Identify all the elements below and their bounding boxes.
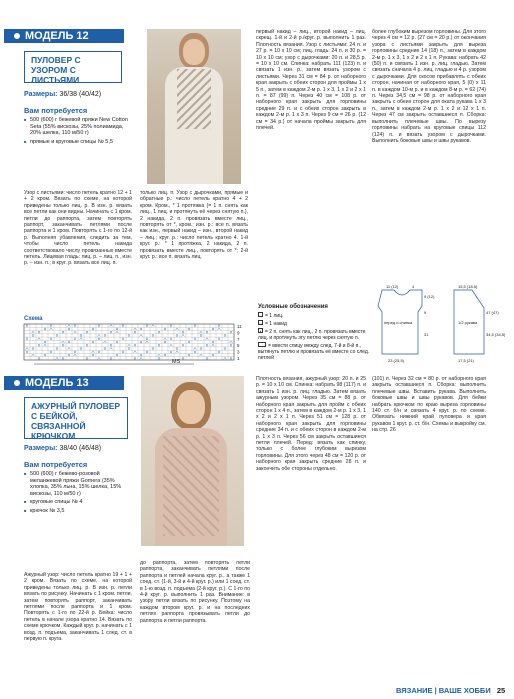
bullet-icon <box>14 33 20 39</box>
knitting-chart <box>24 324 250 366</box>
legend-text: = 2 п. снять как лиц., 2 п. провязать вместе лиц. и протянуть эту петлю через снятую п. <box>258 329 366 341</box>
footer-text: ВЯЗАНИЕ | ВАШЕ ХОББИ <box>396 686 491 695</box>
col4-paragraph: (101) п. Через 32 см = 80 р. от наборного края закрыть оставшиеся п. Сборка: выполнить плечевые швы. Вставить рукава. Выполнить боковые швы и швы рукавов. Для бейки набрать крючком по краю выреза горловины 140 ст. б/н и связать 4 круг. р. по схеме. Обвязать нижний край пуловера и края рукавов 1 круг. р. ст. б/н. Схемы и выкройку см. на стр. 26 <box>372 376 486 434</box>
legend-item <box>258 342 370 361</box>
material-item: ■ крючок № 3,5 <box>24 508 128 515</box>
measure-side-4: 34,5 (34,5) <box>486 332 506 337</box>
sizes-value: 38/40 (46/48) <box>59 445 102 452</box>
measure-bottom-1: 23 (25,5) <box>388 358 405 363</box>
legend-item: ∧ = 2 п. снять как лиц., 2 п. провязать вместе лиц. и протянуть эту петлю через снятую п. <box>258 329 366 341</box>
model-13-header <box>4 376 124 390</box>
model-13-title <box>24 397 128 439</box>
legend-text: = ввести спицу между след. 7-й и 8-й п., вытянуть петлю и провязать её вместе со след. петлей <box>258 343 370 361</box>
schema-label: Схема <box>24 316 43 322</box>
col1-paragraph: Ажурный узор: число петель кратно 19 + 1 + 2 кром. Вязать по схеме, на которой приведены только лиц. р. В изн. р. петли вязать по рисунку. Начинать с 1 кром. петли, затем повторять раппорт, заканчивать петлями после раппорта и 1 кром. Повторять с 1-го по 22-й р. Бейка: число петель в начале узора кратно 14. Вязать по схеме крючком. Каждый круг. р. начинать с 1 возд. п. подъема, заканчивать 1 соед. ст. в первую п. круга. <box>24 572 132 643</box>
model-13-col4 <box>372 376 486 670</box>
measure-side-3: 31 <box>424 332 429 337</box>
model-13-col3 <box>256 376 366 682</box>
col2-paragraph: до раппорта, затем повторять петли раппорта, заканчивать петлями после раппорта и петлей начала круг. р., а также 1 соед. ст. (1-й, 3-й и 4-й круг. р.) или 1 соед. ст. в 1-ю возд. п. подъема (2-й круг. р.). С 1-го по 4-й круг. р. выполнить 1 раз. Внимание: в узору петли вязать по рисунку. Поэтому на каждом втором круг. р. и на последних петлях раппорта провязывать петли до раппорта и петли раппорта. <box>140 560 250 624</box>
sizes-value: 36/38 (40/42) <box>59 91 102 98</box>
model-12-col4 <box>372 29 486 281</box>
model-13-tag: МОДЕЛЬ 13 <box>25 377 89 389</box>
legend <box>258 304 370 361</box>
page-number: 25 <box>496 686 506 695</box>
measure-side-2: 9 <box>424 310 427 315</box>
row-number: 11 <box>237 324 242 329</box>
col3-paragraph: Плотность вязания, ажурный узор: 20 п. и 25 р. = 10 х 10 см. Спинка: набрать 98 (117) п. и связать 1 изн. р. лиц. гладью. Затем вязать ажурным узором. Через 35 см = 88 р. от наборного края закрыть для пройм с обеих сторон 1 х 4 п., затем в каждом 2-м р. 1 х 3, 1 х 2 и 2 х 1 п. Через 51 см = 128 р. от наборного края закрыть для горловины средние 34 п. и с обеих сторон в каждом 2-м р. 1 х 3 п. Через 56 см закрыть оставшиеся петли плечей. Перед: вязать как спинку, только с более глубоким вырезом горловины. Для этого через 48 см = 120 р. от наборного края закрыть средние 28 п. и закончить обе стороны отдельно. <box>256 376 366 472</box>
row-number: 1 <box>237 356 240 361</box>
model-12-materials <box>24 106 128 145</box>
measure-bottom-2: 17,5 (21) <box>458 358 475 363</box>
page-footer <box>396 686 505 695</box>
material-item: ■ 500 (600) г бежево-розовой меланжевой пряжи Gomera (35% хлопка, 35% льна, 15% шелка, 15% вискозы, 110 м/50 г) <box>24 471 128 497</box>
material-item: ■ 500 (600) г бежевой пряжи New Cotton Seta (55% вискозы, 25% полиамида, 20% шелка, 110 м/50 г) <box>24 117 128 137</box>
measure-top-2: 4 <box>412 284 415 289</box>
model-13-col2 <box>140 560 250 680</box>
materials-list <box>24 471 128 514</box>
legend-item <box>258 312 370 319</box>
model-13-sizes <box>24 445 128 452</box>
col4-paragraph: более глубоким вырезом горловины. Для этого через 4 см = 12 р. (27 см = 20 р.) от окончания узора с листьями закрыть для выреза горловины средние 14 (18) п., затем в каждом 2-м р. 1 х 3, 1 х 2 и 2 х 1 п. Рукава: набрать 42 (50) п. и связать 1 изн. р. лиц. гладью. Затем связать сначала 4 р. лиц. гладью и 4 р. узором с дырочками. Для скосов прибавлять с обеих сторон, начиная от наборного края, 5 (0) х 11 п. в каждом 10-м р. и в каждом 8-м р. = 62 (74) п. Через 34,5 см = 98 р. от наборного края закрыть с обеих сторон для оката рукава 1 х 3 п., затем в каждом 2-м р. 1 х 2 и 12 х 1 п. Через 47 см закрыть оставшиеся п. Сборка: выполнить плечевые швы. По вырезу горловины набрать на круговые спицы 112 (124) п. и вязать узором с дырочками. Выполнить боковые швы и швы рукавов. <box>372 29 486 144</box>
model-12-title <box>24 51 122 83</box>
model-12-col3 <box>256 29 366 300</box>
col2-paragraph: только лиц. п. Узор с дырочками, прямые и обратные р.: число петель кратно 4 + 2 кром. Кром., * 1 протяжка (= 1 п. снять как лиц., 1 лиц. и протянуть её через снятую п.), 2 накида, 2 п. провязать вместе лиц., повторять от *, кром.; изн. р.: все п. вязать как изн., первый накид – изн., второй накид – лиц.; круг. р.: число петель кратно 4. 1-й круг. р.: * 1 протяжка, 2 накида, 2 п. провязать вместе лиц., повторять от *; 2-й круг. р.: все п. вязать лиц. <box>140 190 248 261</box>
materials-title: Вам потребуется <box>24 460 88 469</box>
garment-pattern-diagram <box>372 284 506 364</box>
row-number: 5 <box>237 343 240 349</box>
model-13-photo <box>141 376 244 546</box>
model-13-materials <box>24 460 128 514</box>
row-number: 7 <box>237 336 240 342</box>
model-12-header <box>4 29 124 43</box>
col1-paragraph: Узор с листьями: число петель кратно 12 + 1 + 2 кром. Вязать по схеме, на которой приведены только лиц. р. В изн. р. вязать все петли как они видны. Начинать с 1 кром. петли до раппорта, затем повторять раппорт, заканчивать петлями после раппорта и 1 кром. Повторять с 1-го по 12-й р. Выполняя убавления, следить за тем, чтобы число петель накида соответствовало числу провязанных вместе петель. Лицевая гладь: лиц. р. – лиц. п., изн. р. – изн. п.; в круг. р. вязать все лиц. п. <box>24 190 132 267</box>
model-12-title-text: ПУЛОВЕР С УЗОРОМ С ЛИСТЬЯМИ <box>31 55 81 85</box>
materials-list <box>24 117 128 145</box>
model-12-photo <box>147 29 241 184</box>
model-12-tag: МОДЕЛЬ 12 <box>25 30 89 42</box>
front-label: перед и спинка <box>384 320 413 325</box>
col3-paragraph: первый накид – лиц., второй накид – лиц. скрещ. 1-й и 2-й р./круг. р. выполнить 1 раз. Плотность вязания. Узор с листьями: 24 п. и 27 р. = 10 х 10 см; лиц. гладь: 24 п. и 30 р. = 10 х 10 см; узор с дырочками: 20 п. и 28,5 р. = 10 х 10 см. Спинка: набрать 111 (123) п. и связать 1 изн. р., затем вязать узором с листьями. Через 31 см = 84 р. от наборного края закрыть с обеих сторон для проймы 1 х 5 п., затем в каждом 2-м р. 1 х 3, 1 х 2 и 2 х 1 п. = 87 (99) п. Через 40 см = 108 р. от наборного края закрыть для горловины средние 29 п. и с обеих сторон закрыть в каждом 2-м р. 1 х 3 п. Через 9 см = 26 р. (12 см = 34 р.) от начала проймы закрыть для плечей. <box>256 29 366 132</box>
legend-text: = 1 лиц. <box>265 313 284 319</box>
legend-item: ○ = 1 накид <box>259 321 287 327</box>
row-number: 3 <box>237 349 240 355</box>
model-12-col2 <box>140 190 248 315</box>
model-13-title-text: АЖУРНЫЙ ПУЛОВЕР С БЕЙКОЙ, СВЯЗАННОЙ КРЮЧКОМ <box>31 401 121 441</box>
material-item: ■ прямые и круговые спицы № 5,5 <box>24 139 128 146</box>
row-number: 9 <box>237 330 240 336</box>
sizes-label: Размеры: <box>24 445 58 452</box>
measure-top-1: 11 (12) <box>386 284 399 289</box>
model-12-col1 <box>24 190 132 315</box>
model-12-sizes <box>24 91 128 98</box>
materials-title: Вам потребуется <box>24 106 88 115</box>
measure-side-1: 9 (12) <box>424 294 435 299</box>
legend-text: = 1 накид <box>265 321 287 327</box>
measure-top-3: 15,5 (18,5) <box>458 284 478 289</box>
measure-side-5: 47 (47) <box>486 310 499 315</box>
bullet-icon <box>14 380 20 386</box>
material-item: ■ круговые спицы № 4 <box>24 499 128 506</box>
model-13-col1 <box>24 572 132 682</box>
legend-title: Условные обозначения <box>258 304 328 310</box>
ms-label: MS <box>172 359 181 365</box>
sizes-label: Размеры: <box>24 91 58 98</box>
sleeve-label: 1/2 рукава <box>458 320 478 325</box>
